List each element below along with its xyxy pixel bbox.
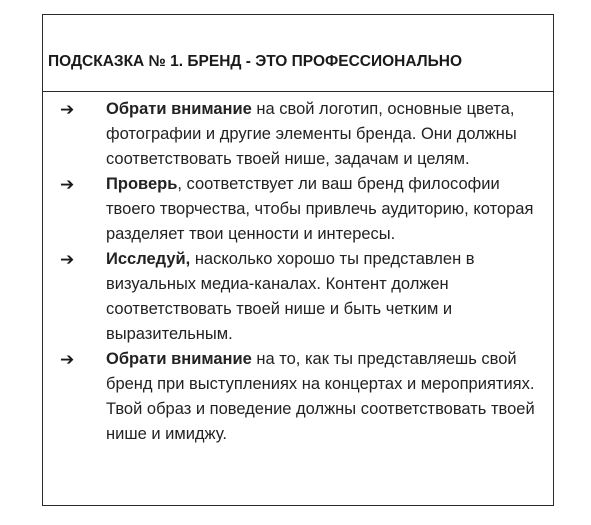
tip-card xyxy=(42,14,554,506)
list-item xyxy=(43,97,553,172)
item-bold-lead: Исследуй, xyxy=(106,250,191,268)
list-item xyxy=(43,347,553,447)
list-item xyxy=(43,172,553,247)
arrow-right-icon: ➔ xyxy=(60,250,75,269)
arrow-right-icon: ➔ xyxy=(60,100,75,119)
item-bold-lead: Обрати внимание xyxy=(106,350,252,368)
item-text: на то, как ты представляешь свой бренд при выступлениях на концертах и мероприятиях. Твой образ и поведение должны соответствовать твоей нише и имиджу. xyxy=(106,350,535,443)
item-text: насколько хорошо ты представлен в визуальных медиа-каналах. Контент должен соответствовать твоей нише и быть четким и выразительным. xyxy=(106,250,475,343)
card-title: ПОДСКАЗКА № 1. БРЕНД - ЭТО ПРОФЕССИОНАЛЬНО xyxy=(48,53,462,70)
item-bold-lead: Проверь xyxy=(106,175,178,193)
tips-list xyxy=(43,97,553,447)
arrow-right-icon: ➔ xyxy=(60,175,75,194)
item-bold-lead: Обрати внимание xyxy=(106,100,252,118)
list-item xyxy=(43,247,553,347)
item-text: , соответствует ли ваш бренд философии твоего творчества, чтобы привлечь аудиторию, которая разделяет твои ценности и интересы. xyxy=(106,175,534,243)
item-text: на свой логотип, основные цвета, фотографии и другие элементы бренда. Они должны соответствовать твоей нише, задачам и целям. xyxy=(106,100,517,168)
card-header xyxy=(43,15,553,92)
arrow-right-icon: ➔ xyxy=(60,350,75,369)
